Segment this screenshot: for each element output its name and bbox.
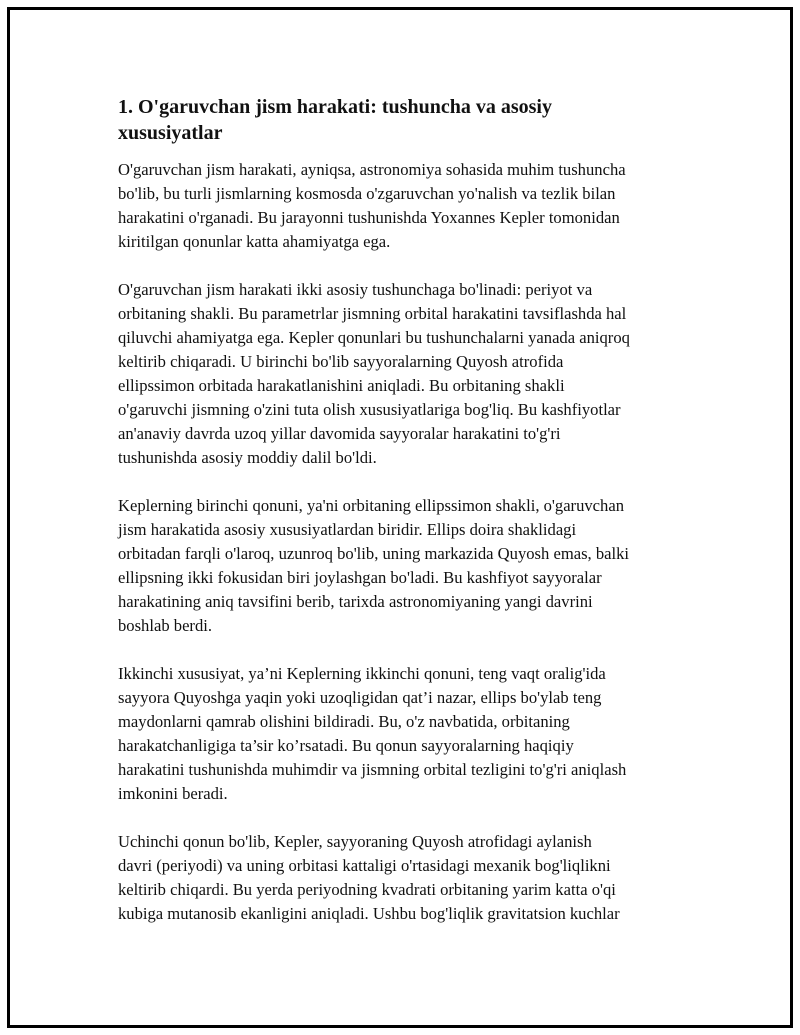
paragraph-line: boshlab berdi. (118, 616, 213, 635)
document-body (118, 94, 698, 950)
paragraph-line: harakatchanligiga ta’sir ko’rsatadi. Bu qonun sayyoralarning haqiqiy (118, 736, 574, 755)
paragraph-line: kubiga mutanosib ekanligini aniqladi. Ushbu bog'liqlik gravitatsion kuchlar (118, 904, 620, 923)
paragraph-line: O'garuvchan jism harakati, ayniqsa, astronomiya sohasida muhim tushuncha (118, 160, 626, 179)
section-heading (118, 94, 698, 146)
paragraph-line: keltirib chiqaradi. U birinchi bo'lib sayyoralarning Quyosh atrofida (118, 352, 564, 371)
paragraph-line: O'garuvchan jism harakati ikki asosiy tushunchaga bo'linadi: periyot va (118, 280, 593, 299)
paragraph-line: jism harakatida asosiy xususiyatlardan biridir. Ellips doira shaklidagi (118, 520, 577, 539)
heading-line: 1. O'garuvchan jism harakati: tushuncha va asosiy (118, 96, 552, 118)
paragraph-line: Uchinchi qonun bo'lib, Kepler, sayyoraning Quyosh atrofidagi aylanish (118, 832, 592, 851)
paragraph-line: orbitaning shakli. Bu parametrlar jismning orbital harakatini tavsiflashda hal (118, 304, 627, 323)
page-frame (7, 7, 793, 1028)
paragraph-line: kiritilgan qonunlar katta ahamiyatga ega. (118, 232, 391, 251)
paragraph-line: davri (periyodi) va uning orbitasi kattaligi o'rtasidagi mexanik bog'liqlikni (118, 856, 611, 875)
paragraph-line: an'anaviy davrda uzoq yillar davomida sayyoralar harakatini to'g'ri (118, 424, 561, 443)
paragraph-line: maydonlarni qamrab olishini bildiradi. Bu, o'z navbatida, orbitaning (118, 712, 570, 731)
paragraph-line: imkonini beradi. (118, 784, 228, 803)
paragraph-line: Keplerning birinchi qonuni, ya'ni orbitaning ellipssimon shakli, o'garuvchan (118, 496, 625, 515)
paragraph-line: o'garuvchi jismning o'zini tuta olish xususiyatlariga bog'liq. Bu kashfiyotlar (118, 400, 621, 419)
paragraph-line: qiluvchi ahamiyatga ega. Kepler qonunlari bu tushunchalarni yanada aniqroq (118, 328, 630, 347)
paragraph-line: sayyora Quyoshga yaqin yoki uzoqligidan qat’i nazar, ellips bo'ylab teng (118, 688, 602, 707)
paragraph-5 (118, 830, 698, 926)
paragraph-line: bo'lib, bu turli jismlarning kosmosda o'zgaruvchan yo'nalish va tezlik bilan (118, 184, 616, 203)
paragraph-line: harakatini o'rganadi. Bu jarayonni tushunishda Yoxannes Kepler tomonidan (118, 208, 620, 227)
paragraph-line: orbitadan farqli o'laroq, uzunroq bo'lib, uning markazida Quyosh emas, balki (118, 544, 630, 563)
paragraph-line: ellipssimon orbitada harakatlanishini aniqladi. Bu orbitaning shakli (118, 376, 565, 395)
paragraph-1 (118, 158, 698, 254)
paragraph-line: keltirib chiqardi. Bu yerda periyodning kvadrati orbitaning yarim katta o'qi (118, 880, 616, 899)
paragraph-line: Ikkinchi xususiyat, ya’ni Keplerning ikkinchi qonuni, teng vaqt oralig'ida (118, 664, 606, 683)
paragraph-line: ellipsning ikki fokusidan biri joylashgan bo'ladi. Bu kashfiyot sayyoralar (118, 568, 602, 587)
paragraph-line: harakatini tushunishda muhimdir va jismning orbital tezligini to'g'ri aniqlash (118, 760, 627, 779)
paragraph-2 (118, 278, 698, 470)
paragraph-line: harakatining aniq tavsifini berib, tarixda astronomiyaning yangi davrini (118, 592, 593, 611)
paragraph-3 (118, 494, 698, 638)
heading-line: xususiyatlar (118, 122, 223, 144)
paragraph-line: tushunishda asosiy moddiy dalil bo'ldi. (118, 448, 377, 467)
paragraph-4 (118, 662, 698, 806)
